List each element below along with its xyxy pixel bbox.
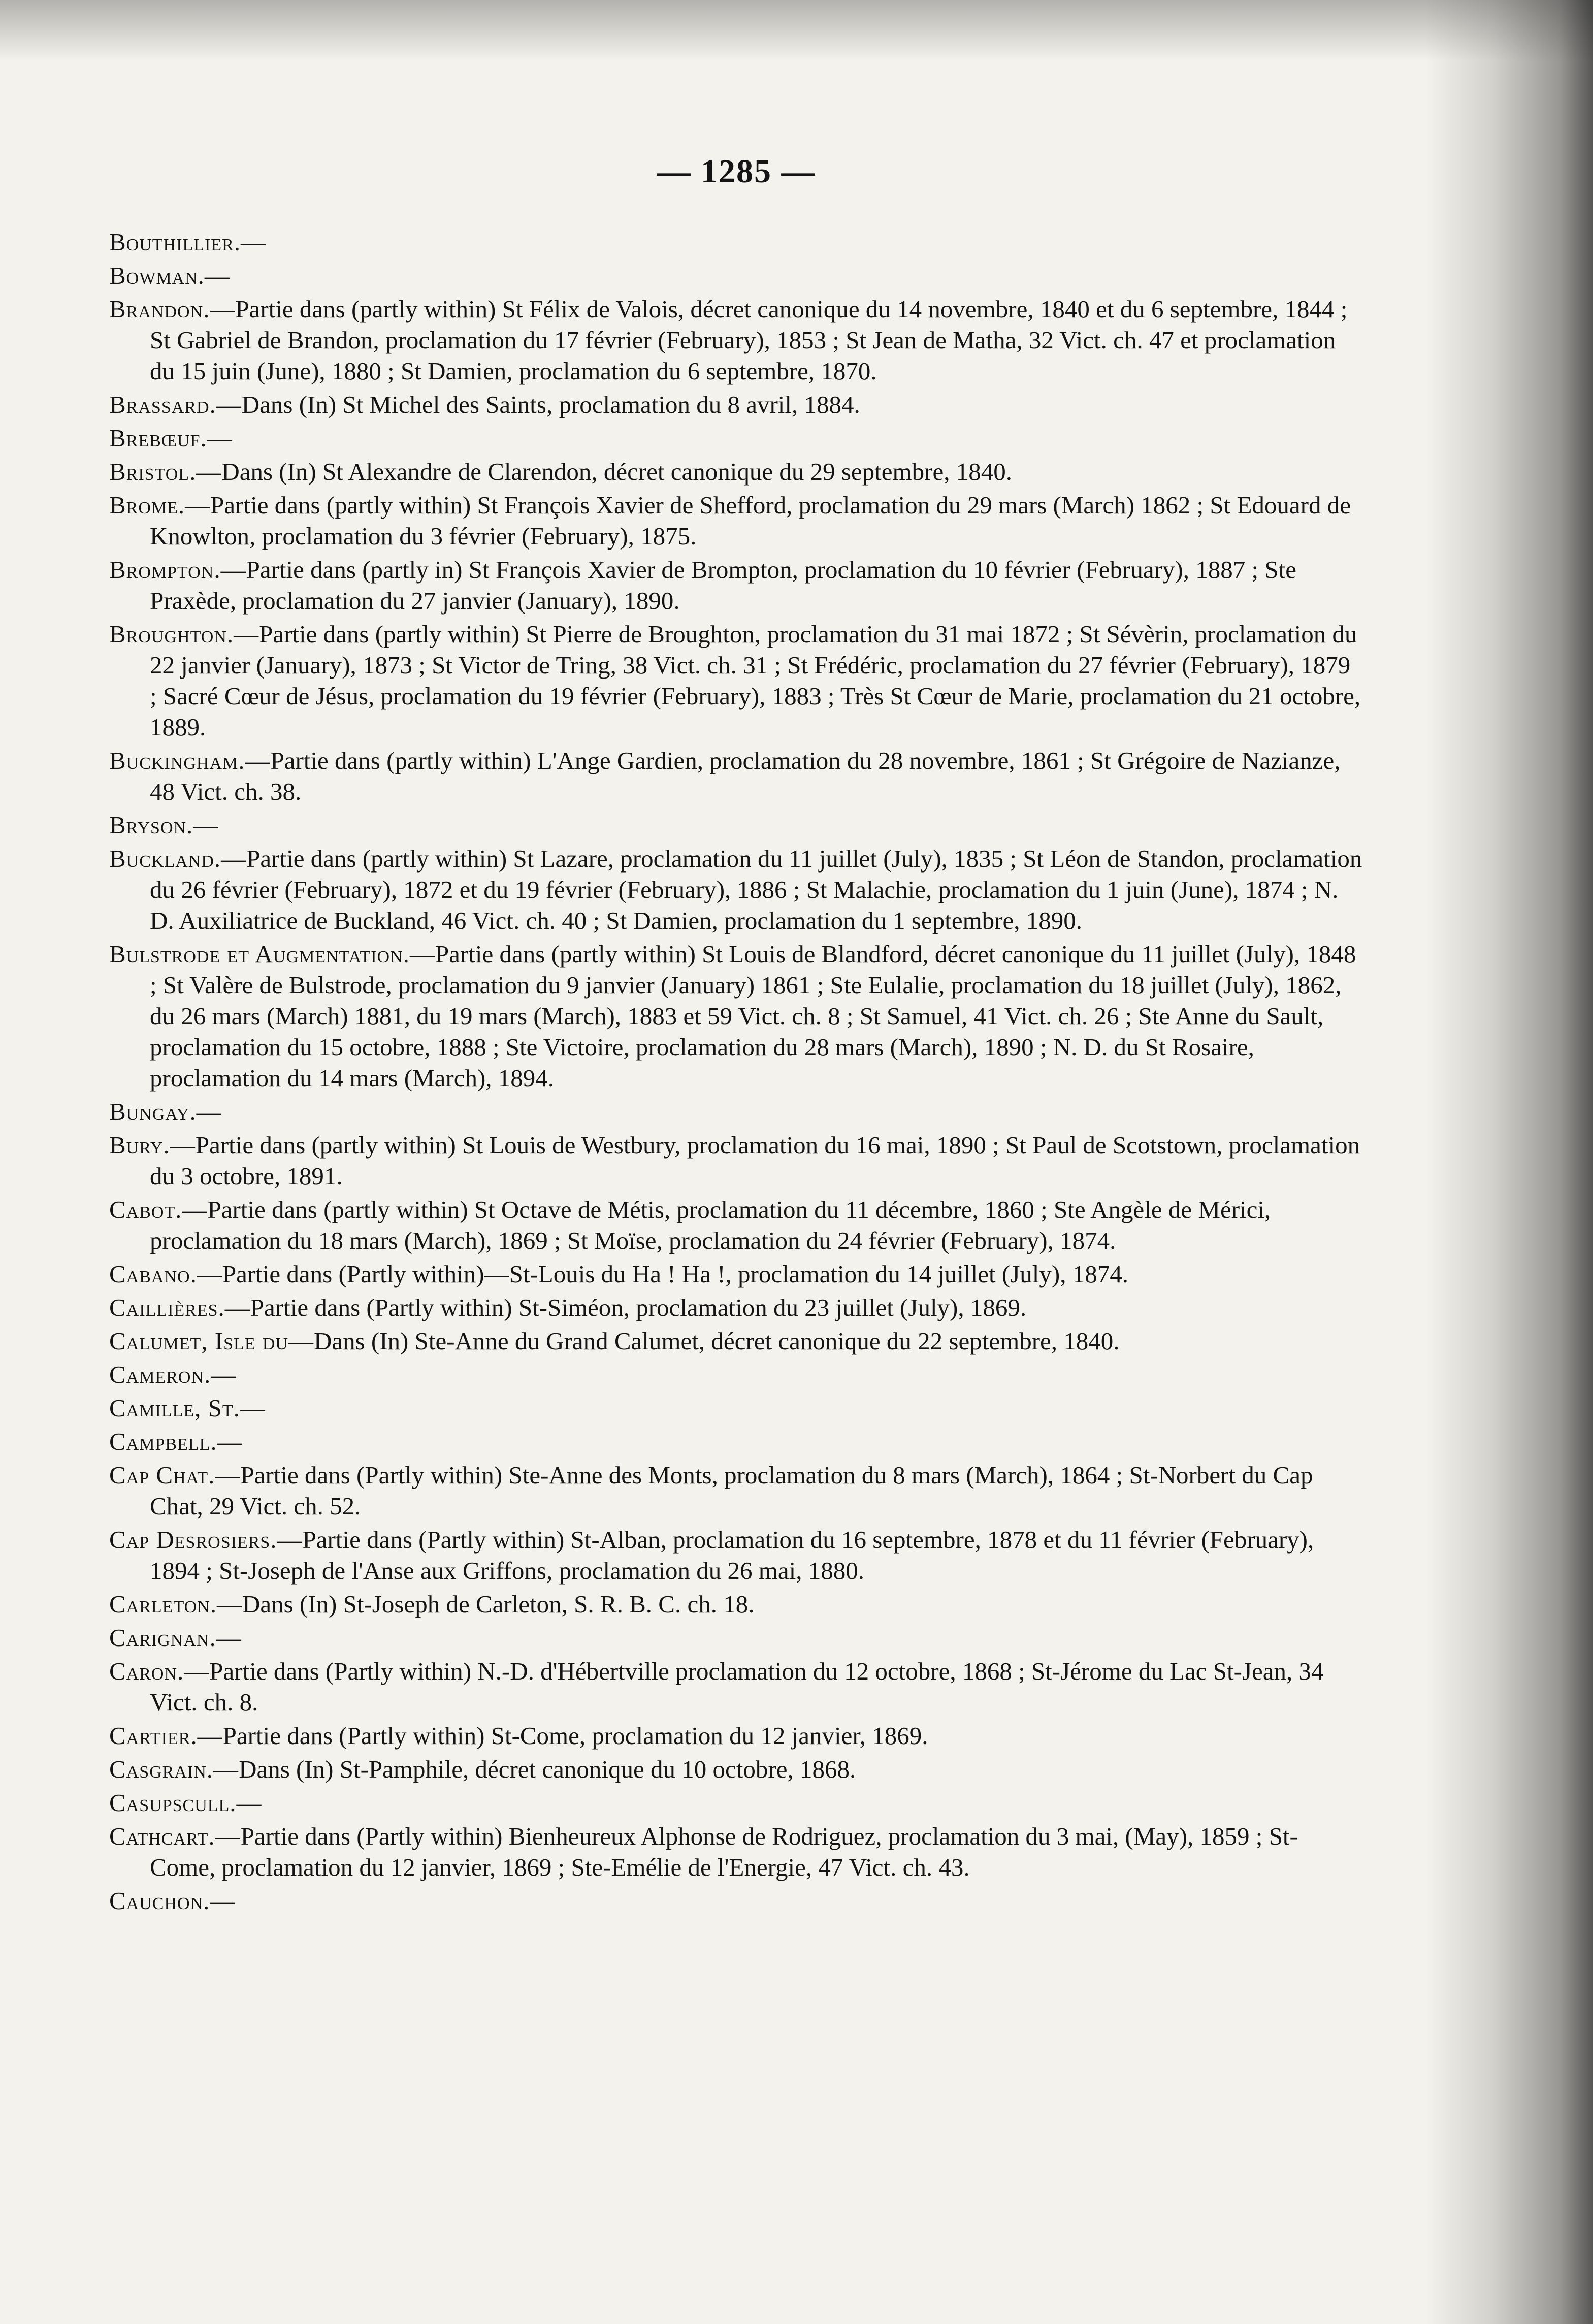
list-item	[109, 1326, 1363, 1357]
entry-name: Bouthillier.—	[109, 228, 266, 256]
list-item	[109, 1720, 1363, 1751]
list-item	[109, 1426, 1363, 1457]
entry-name: Casupscull.—	[109, 1789, 262, 1817]
entry-name: Camille, St.—	[109, 1394, 266, 1422]
entry-name: Buckland.—	[109, 845, 247, 873]
list-item	[109, 1821, 1363, 1883]
scan-shadow-edge	[1425, 0, 1593, 2324]
list-item	[109, 1258, 1363, 1289]
entry-name: Cameron.—	[109, 1361, 237, 1389]
scan-shadow-top	[0, 0, 1593, 61]
entry-text: Partie dans (Partly within) N.-D. d'Hébertville proclamation du 12 octobre, 1868 ; St-Jérome du Lac St-Jean, 34 Vict. ch. 8.	[150, 1657, 1324, 1716]
entry-name: Cabano.—	[109, 1260, 222, 1288]
list-item	[109, 1622, 1363, 1653]
entry-text: Partie dans (partly within) St Pierre de Broughton, proclamation du 31 mai 1872 ; St Sévèrin, proclamation du 22 janvier (January), 1873 ; St Victor de Tring, 38 Vict. ch. 31 ; St Frédéric, proclamation du 27 février (February), 1879 ; Sacré Cœur de Jésus, proclamation du 19 février (February), 1883 ; Très St Cœur de Marie, proclamation du 21 octobre, 1889.	[150, 620, 1361, 741]
list-item	[109, 619, 1363, 743]
entry-name: Campbell.—	[109, 1428, 243, 1456]
entry-text: Partie dans (Partly within) St-Alban, proclamation du 16 septembre, 1878 et du 11 février (February), 1894 ; St-Joseph de l'Anse aux Griffons, proclamation du 26 mai, 1880.	[150, 1526, 1314, 1585]
page-content	[109, 152, 1363, 1919]
list-item	[109, 389, 1363, 420]
list-item	[109, 294, 1363, 386]
entry-text: Partie dans (partly within) L'Ange Gardien, proclamation du 28 novembre, 1861 ; St Grégoire de Nazianze, 48 Vict. ch. 38.	[150, 747, 1341, 805]
entry-text: Partie dans (partly within) St Félix de Valois, décret canonique du 14 novembre, 1840 et du 6 septembre, 1844 ; St Gabriel de Brandon, proclamation du 17 février (February), 1853 ; St Jean de Matha, 32 Vict. ch. 47 et proclamation du 15 juin (June), 1880 ; St Damien, proclamation du 6 septembre, 1870.	[150, 295, 1348, 385]
entry-name: Buckingham.—	[109, 747, 271, 774]
list-item	[109, 843, 1363, 936]
list-item	[109, 1292, 1363, 1323]
list-item	[109, 260, 1363, 291]
list-item	[109, 1129, 1363, 1191]
entry-name: Carleton.—	[109, 1590, 242, 1618]
entry-text: Partie dans (Partly within) St-Siméon, proclamation du 23 juillet (July), 1869.	[250, 1294, 1027, 1321]
entry-text: Dans (In) St-Pamphile, décret canonique du 10 octobre, 1868.	[239, 1755, 856, 1783]
entry-name: Casgrain.—	[109, 1755, 239, 1783]
list-item	[109, 554, 1363, 616]
entry-name: Bulstrode et Augmentation.—	[109, 940, 435, 968]
entry-name: Cap Desrosiers.—	[109, 1526, 303, 1554]
list-item	[109, 745, 1363, 807]
list-item	[109, 1589, 1363, 1620]
list-item	[109, 1754, 1363, 1785]
entry-text: Partie dans (Partly within)—St-Louis du Ha ! Ha !, proclamation du 14 juillet (July), 1874.	[222, 1260, 1128, 1288]
list-item	[109, 1656, 1363, 1718]
list-item	[109, 423, 1363, 454]
entry-name: Calumet, Isle du—	[109, 1327, 314, 1355]
entry-name: Cap Chat.—	[109, 1461, 241, 1489]
list-item	[109, 1460, 1363, 1522]
list-item	[109, 1393, 1363, 1424]
list-item	[109, 810, 1363, 841]
list-item	[109, 456, 1363, 487]
entry-name: Brassard.—	[109, 391, 242, 418]
list-item	[109, 1359, 1363, 1390]
entry-text: Dans (In) St Alexandre de Clarendon, décret canonique du 29 septembre, 1840.	[221, 458, 1012, 486]
list-item	[109, 227, 1363, 257]
entry-name: Bryson.—	[109, 811, 219, 839]
entry-text: Partie dans (partly within) St Octave de Métis, proclamation du 11 décembre, 1860 ; Ste Angèle de Mérici, proclamation du 18 mars (March), 1869 ; St Moïse, proclamation du 24 février (February), 1874.	[150, 1196, 1271, 1254]
entry-name: Brome.—	[109, 491, 211, 519]
list-item	[109, 1524, 1363, 1586]
entry-text: Partie dans (partly within) St François Xavier de Shefford, proclamation du 29 mars (March) 1862 ; St Edouard de Knowlton, proclamation du 3 février (February), 1875.	[150, 491, 1351, 550]
entry-name: Cartier.—	[109, 1722, 223, 1750]
entry-name: Brebœuf.—	[109, 424, 233, 452]
entry-name: Carignan.—	[109, 1624, 242, 1652]
list-item	[109, 1194, 1363, 1256]
entry-text: Partie dans (Partly within) Bienheureux Alphonse de Rodriguez, proclamation du 3 mai, (May), 1859 ; St-Come, proclamation du 12 janvier, 1869 ; Ste-Emélie de l'Energie, 47 Vict. ch. 43.	[150, 1822, 1298, 1881]
entry-name: Bury.—	[109, 1131, 196, 1159]
list-item	[109, 490, 1363, 552]
entry-text: Dans (In) St Michel des Saints, proclamation du 8 avril, 1884.	[241, 391, 860, 418]
entry-name: Cauchon.—	[109, 1887, 236, 1915]
entry-name: Cathcart.—	[109, 1822, 241, 1850]
list-item	[109, 939, 1363, 1093]
entry-name: Brompton.—	[109, 556, 246, 584]
entry-text: Dans (In) St-Joseph de Carleton, S. R. B. C. ch. 18.	[242, 1590, 755, 1618]
entry-text: Partie dans (partly within) St Louis de Westbury, proclamation du 16 mai, 1890 ; St Paul de Scotstown, proclamation du 3 octobre, 1891.	[150, 1131, 1360, 1190]
list-item	[109, 1885, 1363, 1916]
page-number: — 1285 —	[657, 153, 816, 190]
entry-text: Partie dans (partly within) St Lazare, proclamation du 11 juillet (July), 1835 ; St Léon de Standon, proclamation du 26 février (February), 1872 et du 19 février (February), 1886 ; St Malachie, proclamation du 1 juin (June), 1874 ; N. D. Auxiliatrice de Buckland, 46 Vict. ch. 40 ; St Damien, proclamation du 1 septembre, 1890.	[150, 845, 1362, 934]
entry-text: Partie dans (Partly within) Ste-Anne des Monts, proclamation du 8 mars (March), 1864 ; St-Norbert du Cap Chat, 29 Vict. ch. 52.	[150, 1461, 1313, 1520]
entry-text: Dans (In) Ste-Anne du Grand Calumet, décret canonique du 22 septembre, 1840.	[313, 1327, 1120, 1355]
entry-name: Caillières.—	[109, 1294, 250, 1321]
entry-name: Brandon.—	[109, 295, 236, 323]
entry-name: Caron.—	[109, 1657, 210, 1685]
list-item	[109, 1096, 1363, 1127]
entry-text: Partie dans (partly in) St François Xavier de Brompton, proclamation du 10 février (February), 1887 ; Ste Praxède, proclamation du 27 janvier (January), 1890.	[150, 556, 1296, 615]
entries-list	[109, 227, 1363, 1916]
entry-text: Partie dans (Partly within) St-Come, proclamation du 12 janvier, 1869.	[222, 1722, 928, 1750]
entry-name: Bowman.—	[109, 262, 230, 289]
entry-name: Cabot.—	[109, 1196, 208, 1223]
entry-name: Bristol.—	[109, 458, 222, 486]
list-item	[109, 1787, 1363, 1818]
entry-name: Bungay.—	[109, 1098, 222, 1125]
entry-name: Broughton.—	[109, 620, 259, 648]
entry-text: Partie dans (partly within) St Louis de Blandford, décret canonique du 11 juillet (July), 1848 ; St Valère de Bulstrode, proclamation du 9 janvier (January) 1861 ; Ste Eulalie, proclamation du 18 juillet (July), 1862, du 26 mars (March) 1881, du 19 mars (March), 1883 et 59 Vict. ch. 8 ; St Samuel, 41 Vict. ch. 26 ; Ste Anne du Sault, proclamation du 15 octobre, 1888 ; Ste Victoire, proclamation du 28 mars (March), 1890 ; N. D. du St Rosaire, proclamation du 14 mars (March), 1894.	[150, 940, 1356, 1092]
